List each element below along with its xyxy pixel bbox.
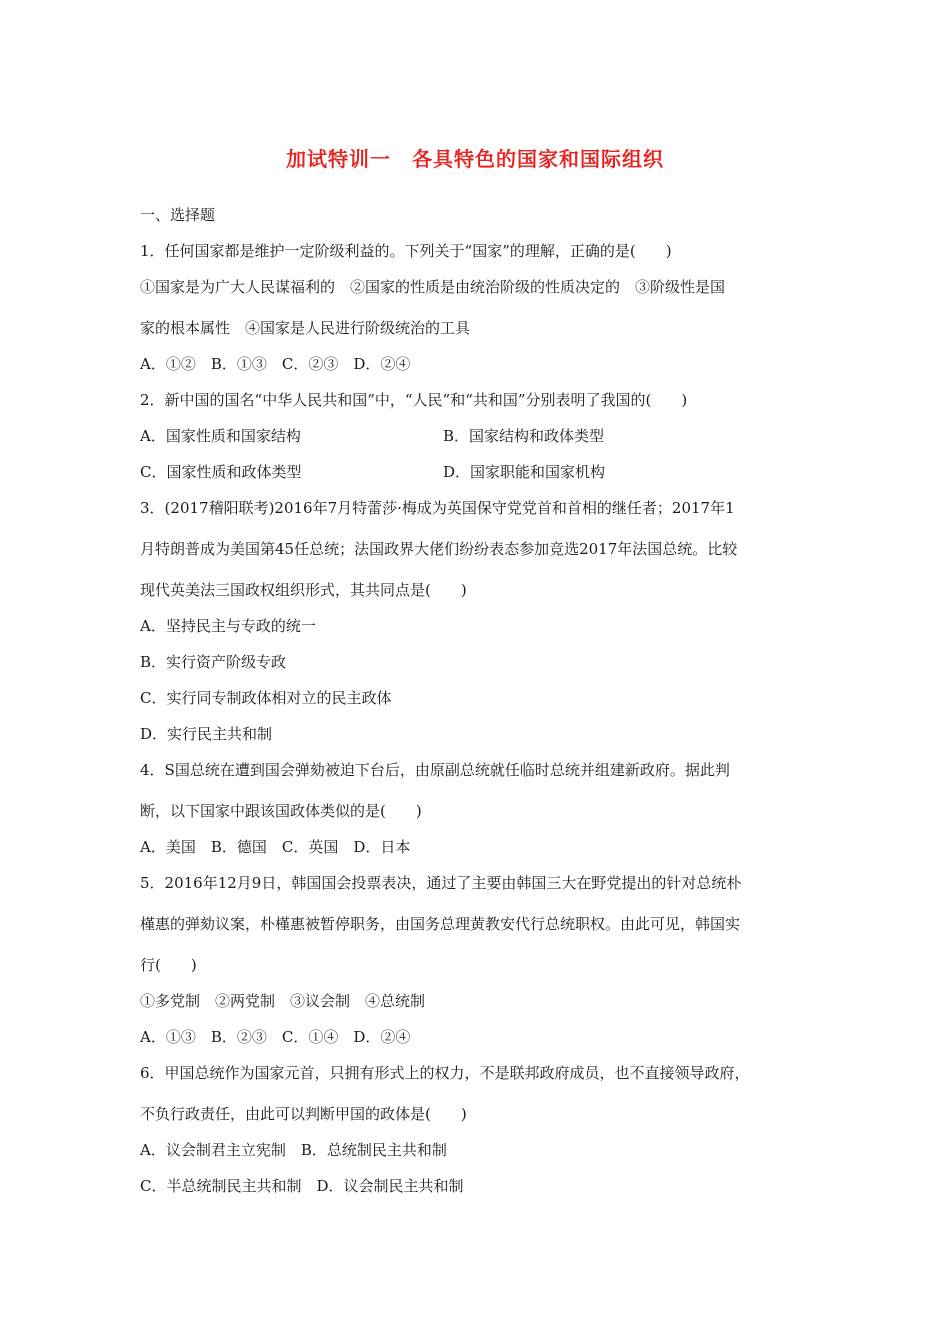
q3-stem-line3: 现代英美法三国政权组织形式，其共同点是( ) <box>140 581 467 599</box>
q5-items: ①多党制 ②两党制 ③议会制 ④总统制 <box>140 992 426 1010</box>
q3-option-c: C．实行同专制政体相对立的民主政体 <box>140 689 392 707</box>
q3-stem-line2: 月特朗普成为美国第45任总统；法国政界大佬们纷纷表态参加竞选2017年法国总统。比较 <box>140 540 738 558</box>
q3-stem-line1: 3．(2017稽阳联考)2016年7月特蕾莎·梅成为英国保守党党首和首相的继任者；2017年1 <box>140 499 735 517</box>
section-heading: 一、选择题 <box>140 206 216 224</box>
q6-stem-line1: 6．甲国总统作为国家元首，只拥有形式上的权力，不是联邦政府成员，也不直接领导政府， <box>140 1064 750 1082</box>
q6-options-line1: A．议会制君主立宪制 B．总统制民主共和制 <box>140 1141 447 1159</box>
q2-stem: 2．新中国的国名“中华人民共和国”中，“人民”和“共和国”分别表明了我国的( ) <box>140 391 688 409</box>
q4-options: A．美国 B．德国 C．英国 D．日本 <box>140 838 411 856</box>
q2-option-d: D．国家职能和国家机构 <box>443 463 606 481</box>
q2-option-b: B．国家结构和政体类型 <box>443 427 605 445</box>
q4-stem-line1: 4．S国总统在遭到国会弹劾被迫下台后，由原副总统就任临时总统并组建新政府。据此判 <box>140 761 730 779</box>
q5-stem-line1: 5．2016年12月9日，韩国国会投票表决，通过了主要由韩国三大在野党提出的针对总统朴 <box>140 874 742 892</box>
q5-stem-line2: 槿惠的弹劾议案，朴槿惠被暂停职务，由国务总理黄教安代行总统职权。由此可见，韩国实 <box>140 915 741 933</box>
q5-options: A．①③ B．②③ C．①④ D．②④ <box>140 1028 411 1046</box>
q3-option-a: A．坚持民主与专政的统一 <box>140 617 316 635</box>
q1-options: A．①② B．①③ C．②③ D．②④ <box>140 355 411 373</box>
q2-option-a: A．国家性质和国家结构 <box>140 427 301 445</box>
q2-option-c: C．国家性质和政体类型 <box>140 463 302 481</box>
page-title: 加试特训一 各具特色的国家和国际组织 <box>286 147 664 171</box>
q1-items-line2: 家的根本属性 ④国家是人民进行阶级统治的工具 <box>140 319 471 337</box>
q6-options-line2: C．半总统制民主共和制 D．议会制民主共和制 <box>140 1177 464 1195</box>
q1-stem: 1．任何国家都是维护一定阶级利益的。下列关于“国家”的理解，正确的是( ) <box>140 242 672 260</box>
q1-items-line1: ①国家是为广大人民谋福利的 ②国家的性质是由统治阶级的性质决定的 ③阶级性是国 <box>140 278 726 296</box>
q3-option-d: D．实行民主共和制 <box>140 725 273 743</box>
q3-option-b: B．实行资产阶级专政 <box>140 653 287 671</box>
q4-stem-line2: 断，以下国家中跟该国政体类似的是( ) <box>140 802 422 820</box>
q5-stem-line3: 行( ) <box>140 956 197 974</box>
q6-stem-line2: 不负行政责任，由此可以判断甲国的政体是( ) <box>140 1105 467 1123</box>
